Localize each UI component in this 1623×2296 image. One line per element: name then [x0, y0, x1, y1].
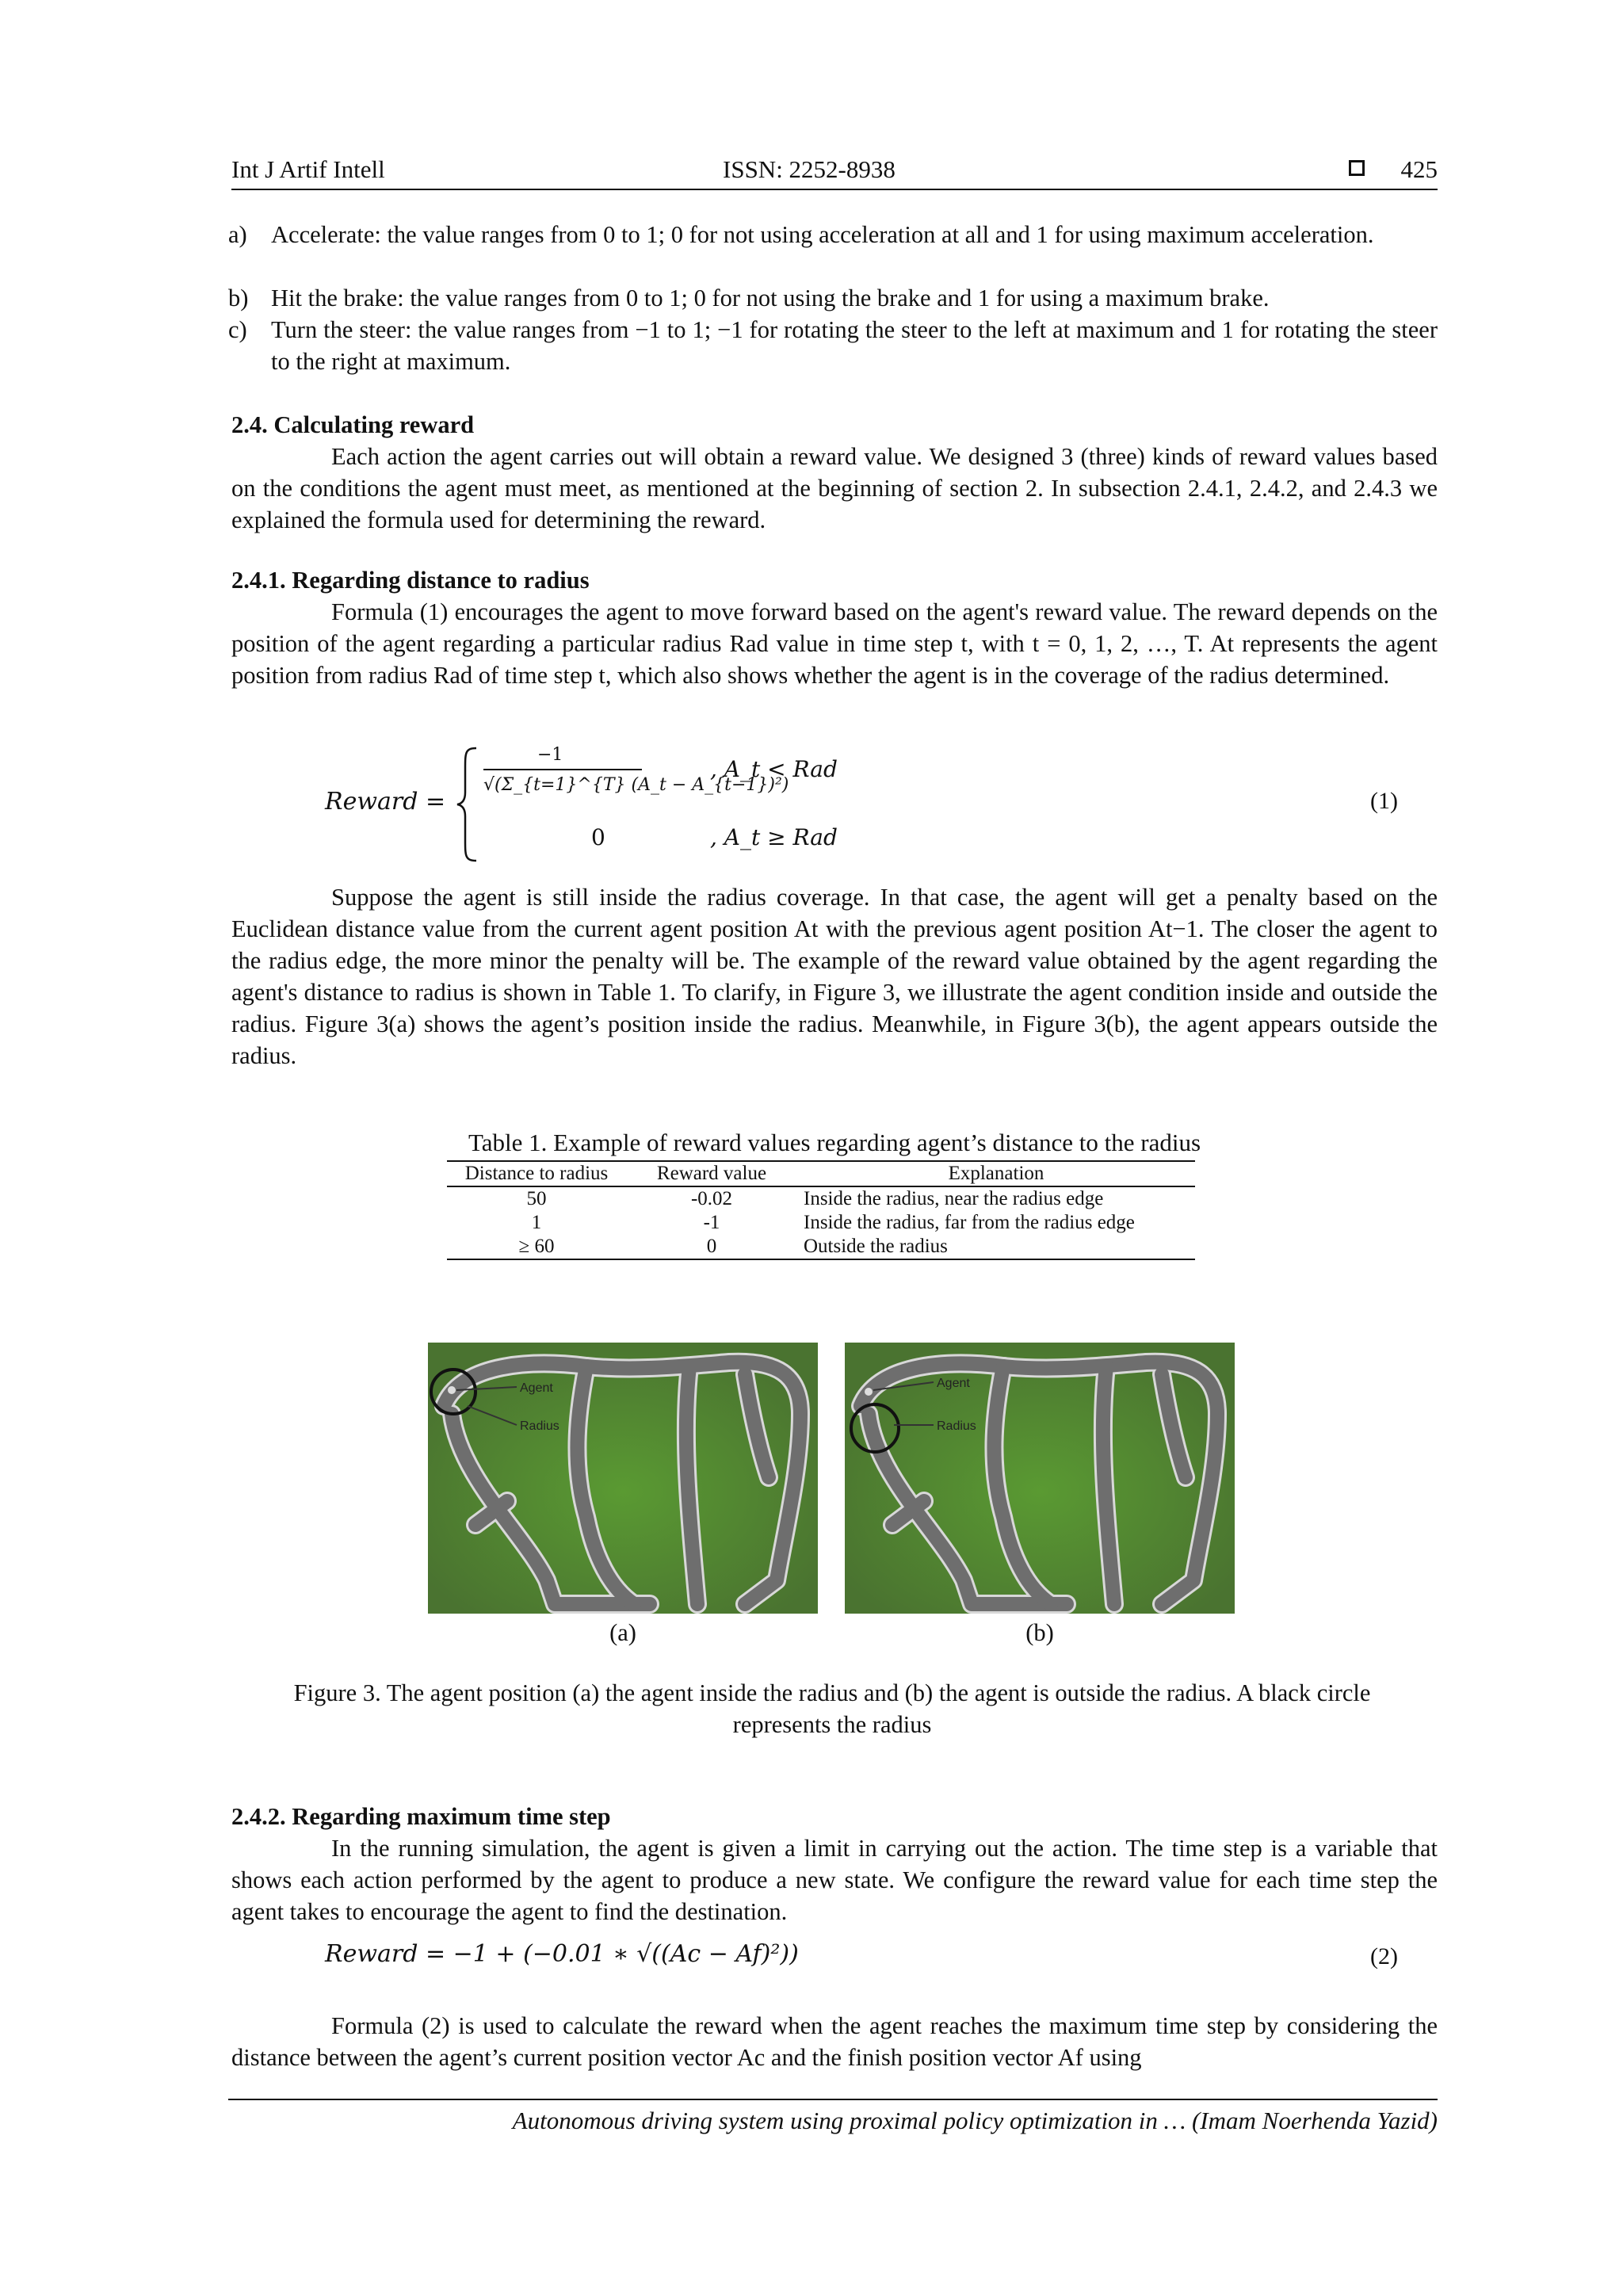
fraction-denominator: √(Σ_{t=1}^{T} (A_t − A_{t−1})²) — [483, 775, 789, 795]
column-header: Distance to radius — [464, 1163, 609, 1184]
subfigure-label-a: (a) — [609, 1619, 636, 1646]
fraction-numerator: −1 — [537, 745, 563, 765]
piece-zero: 0 — [591, 824, 605, 850]
list-text: Accelerate: the value ranges from 0 to 1; 0 for not using acceleration at all and 1 for using maximum acceleration. — [271, 221, 1374, 248]
radius-label: Radius — [937, 1419, 976, 1433]
journal-name: Int J Artif Intell — [231, 155, 385, 183]
equation-1 — [325, 745, 1438, 864]
subfigure-label-b: (b) — [1025, 1619, 1054, 1646]
figure-3a-map — [428, 1343, 818, 1614]
section-heading: 2.4. Calculating reward — [231, 411, 475, 438]
table-row — [447, 1235, 1195, 1259]
table-cell: Inside the radius, near the radius edge — [804, 1188, 1104, 1209]
agent-marker — [448, 1386, 456, 1394]
page-number: 425 — [1400, 155, 1438, 183]
condition-1: , A_t < Rad — [710, 756, 838, 782]
table-cell: -1 — [703, 1212, 720, 1233]
data-table — [447, 1160, 1195, 1260]
table-cell: 0 — [706, 1236, 717, 1257]
list-item — [228, 219, 1438, 250]
section-heading: 2.4.2. Regarding maximum time step — [231, 1803, 611, 1830]
paragraph: Suppose the agent is still inside the radius coverage. In that case, the agent will get a penalty based on the Euclidean distance value from the current agent position At with the previous agent position At−1. The closer the agent to the radius edge, the more minor the penalty will be. The example of the reward value obtained by the agent regarding the agent's distance to radius is shown in Table 1. To clarify, in Figure 3, we illustrate the agent condition inside and outside the radius. Figure 3(a) shows the agent’s position inside the radius. Meanwhile, in Figure 3(b), the agent appears outside the radius. — [231, 884, 1438, 1069]
table-row — [447, 1186, 1195, 1211]
list-item — [228, 282, 1438, 314]
paragraph: Formula (1) encourages the agent to move forward based on the agent's reward value. The reward depends on the position of the agent regarding a particular radius Rad value in time step t, with t = 0, 1, 2, …, T. At represents the agent position from radius Rad of time step t, which also shows whether the agent is in the coverage of the radius determined. — [231, 598, 1438, 689]
issn: ISSN: 2252-8938 — [723, 155, 896, 183]
equation-number: (2) — [1370, 1943, 1398, 1969]
agent-label: Agent — [937, 1377, 970, 1390]
running-footer — [228, 2099, 1438, 2135]
equation-number: (1) — [1370, 788, 1398, 814]
table-cell: 1 — [531, 1212, 542, 1233]
agent-marker — [865, 1388, 873, 1396]
track-map-b — [845, 1343, 1235, 1614]
paragraph: Each action the agent carries out will obtain a reward value. We designed 3 (three) kinds of reward values based on the conditions the agent must meet, as mentioned at the beginning of section 2. In subsection 2.4.1, 2.4.2, and 2.4.3 we explained the formula used for determining the reward. — [231, 443, 1438, 533]
fraction-bar — [483, 769, 642, 770]
list-text: Turn the steer: the value ranges from −1 to 1; −1 for rotating the steer to the left at maximum and 1 for rotating the steer to the right at maximum. — [271, 316, 1438, 375]
paragraph: Formula (2) is used to calculate the reward when the agent reaches the maximum time step by considering the distance between the agent’s current position vector Ac and the finish position vector Af using — [231, 2012, 1438, 2071]
list-marker: b) — [228, 285, 249, 311]
list-marker: c) — [228, 316, 247, 343]
table-row — [447, 1211, 1195, 1235]
brace-icon — [456, 745, 479, 864]
equation-2: Reward = −1 + (−0.01 ∗ √((Ac − Af)²)) — [325, 1940, 799, 1968]
column-header: Reward value — [656, 1163, 767, 1184]
table-cell: Outside the radius — [804, 1236, 948, 1257]
table-cell: Inside the radius, far from the radius edge — [804, 1212, 1135, 1233]
condition-2: , A_t ≥ Rad — [710, 824, 838, 850]
table-caption: Table 1. Example of reward values regarding agent’s distance to the radius — [468, 1129, 1201, 1156]
list-item — [228, 314, 1438, 377]
paragraph: In the running simulation, the agent is given a limit in carrying out the action. The time step is a variable that shows each action performed by the agent to produce a new state. We configure the reward value for each time step the agent takes to encourage the agent to find the destination. — [231, 1835, 1438, 1925]
running-header — [231, 155, 1438, 190]
square-icon — [1349, 160, 1365, 176]
list-marker: a) — [228, 221, 247, 248]
equation-lhs: Reward = — [325, 788, 446, 816]
track-map-a — [428, 1343, 818, 1614]
table-1 — [447, 1160, 1195, 1260]
figure-caption: Figure 3. The agent position (a) the agent inside the radius and (b) the agent is outside the radius. A black circle represents the radius — [293, 1679, 1371, 1738]
radius-label: Radius — [520, 1419, 559, 1433]
column-header: Explanation — [948, 1163, 1044, 1184]
table-cell: -0.02 — [690, 1188, 733, 1209]
table-cell: 50 — [526, 1188, 547, 1209]
section-heading: 2.4.1. Regarding distance to radius — [231, 567, 590, 594]
figure-3b-map — [845, 1343, 1235, 1614]
agent-label: Agent — [520, 1381, 553, 1395]
table-header-row — [447, 1161, 1195, 1186]
header-rule — [231, 189, 1438, 190]
table-cell: ≥ 60 — [518, 1236, 555, 1257]
list-text: Hit the brake: the value ranges from 0 to 1; 0 for not using the brake and 1 for using a maximum brake. — [271, 285, 1270, 311]
footer-text: Autonomous driving system using proximal policy optimization in … (Imam Noerhenda Yazid) — [512, 2107, 1438, 2134]
